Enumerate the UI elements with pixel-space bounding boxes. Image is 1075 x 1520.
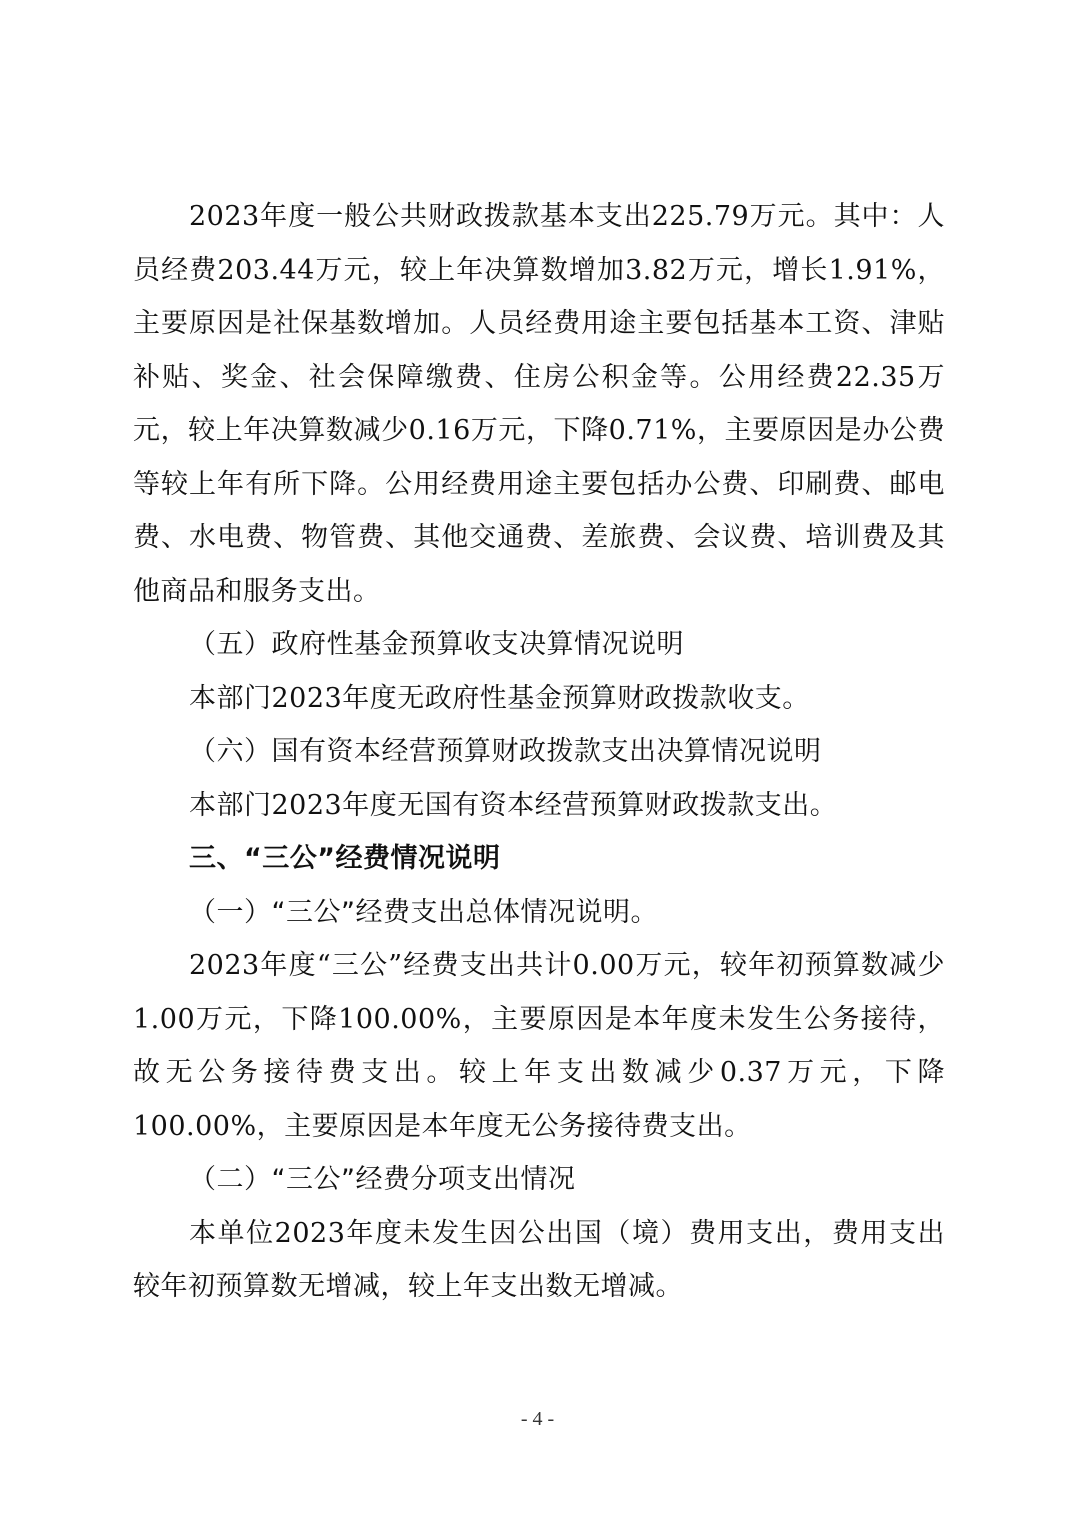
heading-state-capital: （六）国有资本经营预算财政拨款支出决算情况说明: [189, 736, 822, 767]
paragraph-state-capital: 本部门2023年度无国有资本经营预算财政拨款支出。: [189, 789, 838, 821]
paragraph-government-fund: 本部门2023年度无政府性基金预算财政拨款收支。: [189, 682, 810, 714]
document-body: [133, 190, 945, 1314]
paragraph-three-public-itemized: 本单位2023年度未发生因公出国（境）费用支出，费用支出较年初预算数无增减，较上年支出数无增减。: [133, 1217, 945, 1302]
heading-three-public-overall: （一）“三公”经费支出总体情况说明。: [189, 896, 658, 928]
heading-government-fund: （五）政府性基金预算收支决算情况说明: [189, 629, 684, 660]
paragraph-three-public-overall: 2023年度“三公”经费支出共计0.00万元，较年初预算数减少1.00万元，下降100.00%，主要原因是本年度未发生公务接待，故无公务接待费支出。较上年支出数减少0.37万元，下降100.00%，主要原因是本年度无公务接待费支出。: [133, 950, 945, 1142]
page-number: - 4 -: [520, 1408, 555, 1430]
heading-three-public-itemized: （二）“三公”经费分项支出情况: [189, 1164, 576, 1195]
paragraph-basic-expenditure: 2023年度一般公共财政拨款基本支出225.79万元。其中：人员经费203.44万元，较上年决算数增加3.82万元，增长1.91%，主要原因是社保基数增加。人员经费用途主要包括基本工资、津贴补贴、奖金、社会保障缴费、住房公积金等。公用经费22.35万元，较上年决算数减少0.16万元，下降0.71%，主要原因是办公费等较上年有所下降。公用经费用途主要包括办公费、印刷费、邮电费、水电费、物管费、其他交通费、差旅费、会议费、培训费及其他商品和服务支出。: [133, 201, 945, 607]
heading-three-public-expenses: 三、“三公”经费情况说明: [189, 843, 501, 874]
